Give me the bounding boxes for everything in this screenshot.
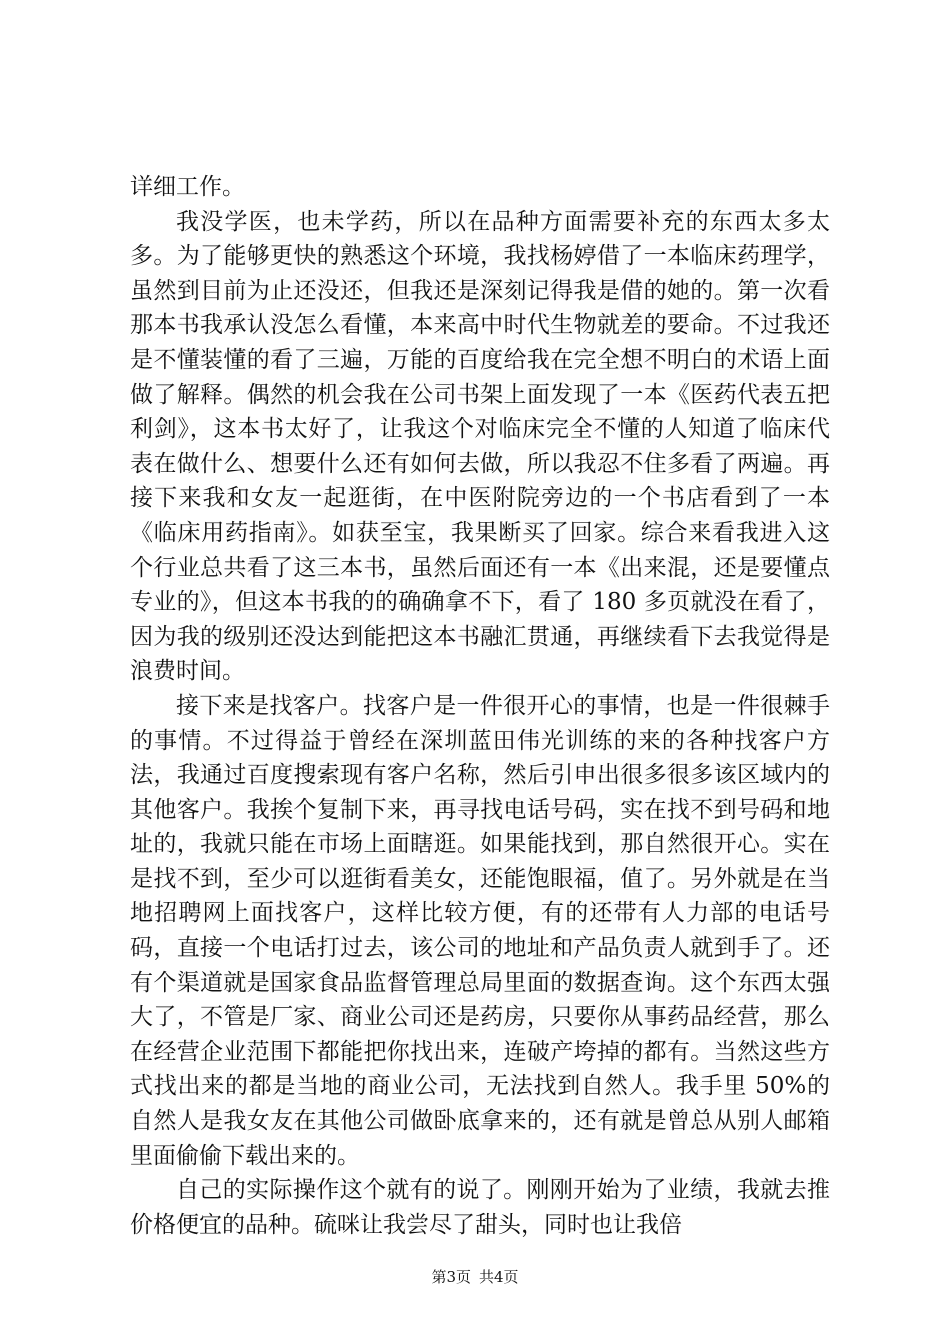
page-footer bbox=[0, 1267, 950, 1287]
page-number: 第3页 bbox=[431, 1268, 471, 1286]
paragraph-practice: 自己的实际操作这个就有的说了。刚刚开始为了业绩，我就去推价格便宜的品种。硫咪让我尝尽了甜头，同时也让我倍 bbox=[130, 1177, 830, 1238]
paragraph-study: 我没学医，也未学药，所以在品种方面需要补充的东西太多太多。为了能够更快的熟悉这个环境，我找杨婷借了一本临床药理学，虽然到目前为止还没还，但我还是深刻记得我是借的她的。第一次看那本书我承认没怎么看懂，本来高中时代生物就差的要命。不过我还是不懂装懂的看了三遍，万能的百度给我在完全想不明白的术语上面做了解释。偶然的机会我在公司书架上面发现了一本《医药代表五把利剑》，这本书太好了，让我这个对临床完全不懂的人知道了临床代表在做什么、想要什么还有如何去做，所以我忍不住多看了两遍。再接下来我和女友一起逛街，在中医附院旁边的一个书店看到了一本《临床用药指南》。如获至宝，我果断买了回家。综合来看我进入这个行业总共看了这三本书，虽然后面还有一本《出来混，还是要懂点专业的》，但这本书我的的确确拿不下，看了 180 多页就没在看了，因为我的级别还没达到能把这本书融汇贯通，再继续看下去我觉得是浪费时间。 bbox=[130, 208, 830, 685]
paragraph-continuation: 详细工作。 bbox=[130, 174, 245, 200]
document-body bbox=[130, 170, 830, 1242]
paragraph-find-customers: 接下来是找客户。找客户是一件很开心的事情，也是一件很棘手的事情。不过得益于曾经在深圳蓝田伟光训练的来的各种找客户方法，我通过百度搜索现有客户名称，然后引申出很多很多该区域内的其他客户。我挨个复制下来，再寻找电话号码，实在找不到号码和地址的，我就只能在市场上面瞎逛。如果能找到，那自然很开心。实在是找不到，至少可以逛街看美女，还能饱眼福，值了。另外就是在当地招聘网上面找客户，这样比较方便，有的还带有人力部的电话号码，直接一个电话打过去，该公司的地址和产品负责人就到手了。还有个渠道就是国家食品监督管理总局里面的数据查询。这个东西太强大了，不管是厂家、商业公司还是药房，只要你从事药品经营，那么在经营企业范围下都能把你找出来，连破产垮掉的都有。当然这些方式找出来的都是当地的商业公司，无法找到自然人。我手里 50%的自然人是我女友在其他公司做卧底拿来的，还有就是曾总从别人邮箱里面偷偷下载出来的。 bbox=[130, 692, 830, 1169]
page-total: 共4页 bbox=[479, 1268, 519, 1286]
